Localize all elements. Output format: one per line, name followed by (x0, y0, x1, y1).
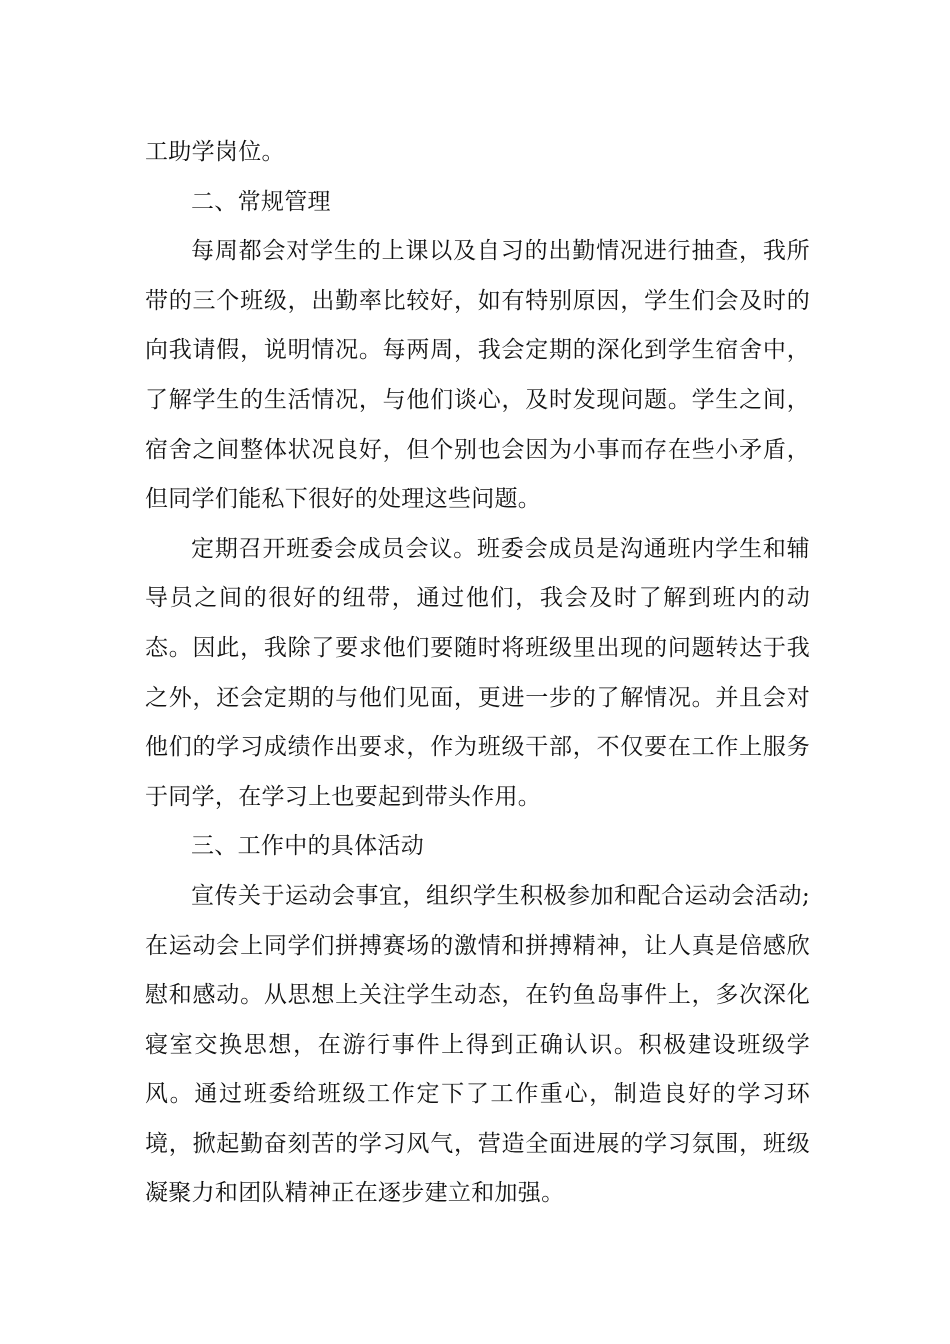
paragraph-sports-meet: 宣传关于运动会事宜，组织学生积极参加和配合运动会活动;在运动会上同学们拼搏赛场的激情和拼搏精神，让人真是倍感欣慰和感动。从思想上关注学生动态，在钓鱼岛事件上，多次深化寝室交换思想，在游行事件上得到正确认识。积极建设班级学风。通过班委给班级工作定下了工作重心，制造良好的学习环境，掀起勤奋刻苦的学习风气，营造全面进展的学习氛围，班级凝聚力和团队精神正在逐步建立和加强。 (145, 882, 810, 1207)
document-page (145, 128, 810, 1219)
paragraph-class-committee: 定期召开班委会成员会议。班委会成员是沟通班内学生和辅导员之间的很好的纽带，通过他们，我会及时了解到班内的动态。因此，我除了要求他们要随时将班级里出现的问题转达于我之外，还会定期的与他们见面，更进一步的了解情况。并且会对他们的学习成绩作出要求，作为班级干部，不仅要在工作上服务于同学，在学习上也要起到带头作用。 (145, 535, 810, 810)
section-heading-activities: 三、工作中的具体活动 (191, 833, 424, 860)
paragraph-continuation: 工助学岗位。 (145, 139, 285, 165)
section-heading-routine-management: 二、常规管理 (191, 188, 331, 215)
paragraph-attendance: 每周都会对学生的上课以及自习的出勤情况进行抽查，我所带的三个班级，出勤率比较好，如有特别原因，学生们会及时的向我请假，说明情况。每两周，我会定期的深化到学生宿舍中，了解学生的生活情况，与他们谈心，及时发现问题。学生之间，宿舍之间整体状况良好，但个别也会因为小事而存在些小矛盾，但同学们能私下很好的处理这些问题。 (145, 238, 810, 513)
